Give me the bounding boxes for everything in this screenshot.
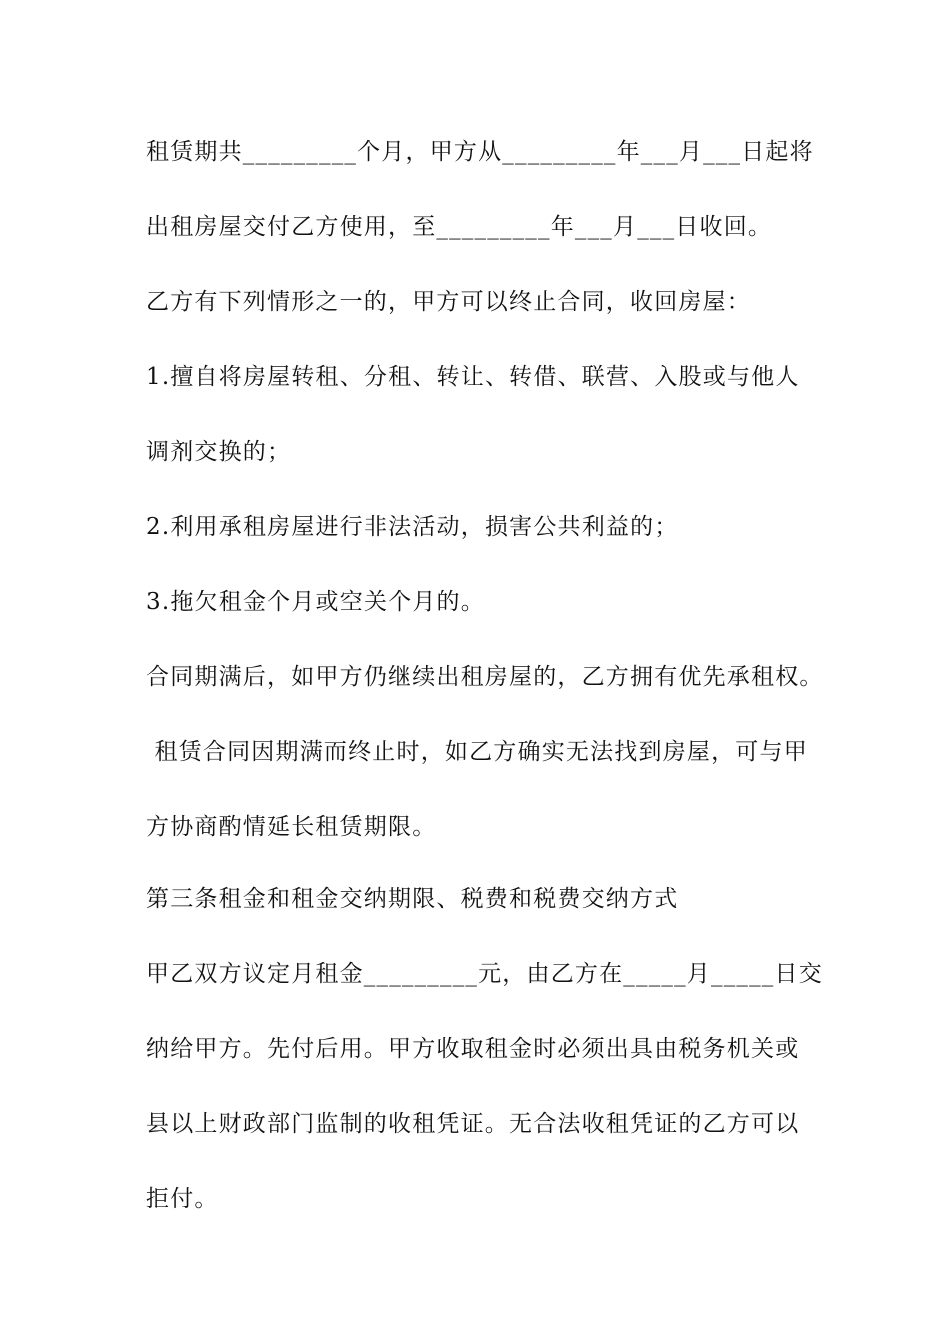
list-item: 3.拖欠租金个月或空关个月的。 — [146, 589, 485, 615]
paragraph-line: 乙方有下列情形之一的，甲方可以终止合同，收回房屋： — [146, 289, 751, 315]
paragraph-line: 甲乙双方议定月租金_________元，由乙方在_____月_____日交 — [146, 961, 823, 987]
paragraph-line: 拒付。 — [146, 1186, 219, 1212]
paragraph-line: 租赁期共_________个月，甲方从_________年___月___日起将 — [146, 139, 814, 165]
list-item: 2.利用承租房屋进行非法活动，损害公共利益的； — [146, 514, 679, 540]
paragraph-line: 出租房屋交付乙方使用，至_________年___月___日收回。 — [146, 214, 773, 240]
list-item-continued: 调剂交换的； — [146, 439, 292, 465]
paragraph-line: 纳给甲方。先付后用。甲方收取租金时必须出具由税务机关或 — [146, 1036, 800, 1062]
paragraph-line: 租赁合同因期满而终止时，如乙方确实无法找到房屋，可与甲 — [146, 739, 808, 765]
paragraph-line: 方协商酌情延长租赁期限。 — [146, 814, 437, 840]
list-item: 1.擅自将房屋转租、分租、转让、转借、联营、入股或与他人 — [146, 364, 800, 390]
paragraph-line: 县以上财政部门监制的收租凭证。无合法收租凭证的乙方可以 — [146, 1111, 800, 1137]
paragraph-line: 合同期满后，如甲方仍继续出租房屋的，乙方拥有优先承租权。 — [146, 664, 824, 690]
section-heading: 第三条租金和租金交纳期限、税费和税费交纳方式 — [146, 886, 679, 912]
